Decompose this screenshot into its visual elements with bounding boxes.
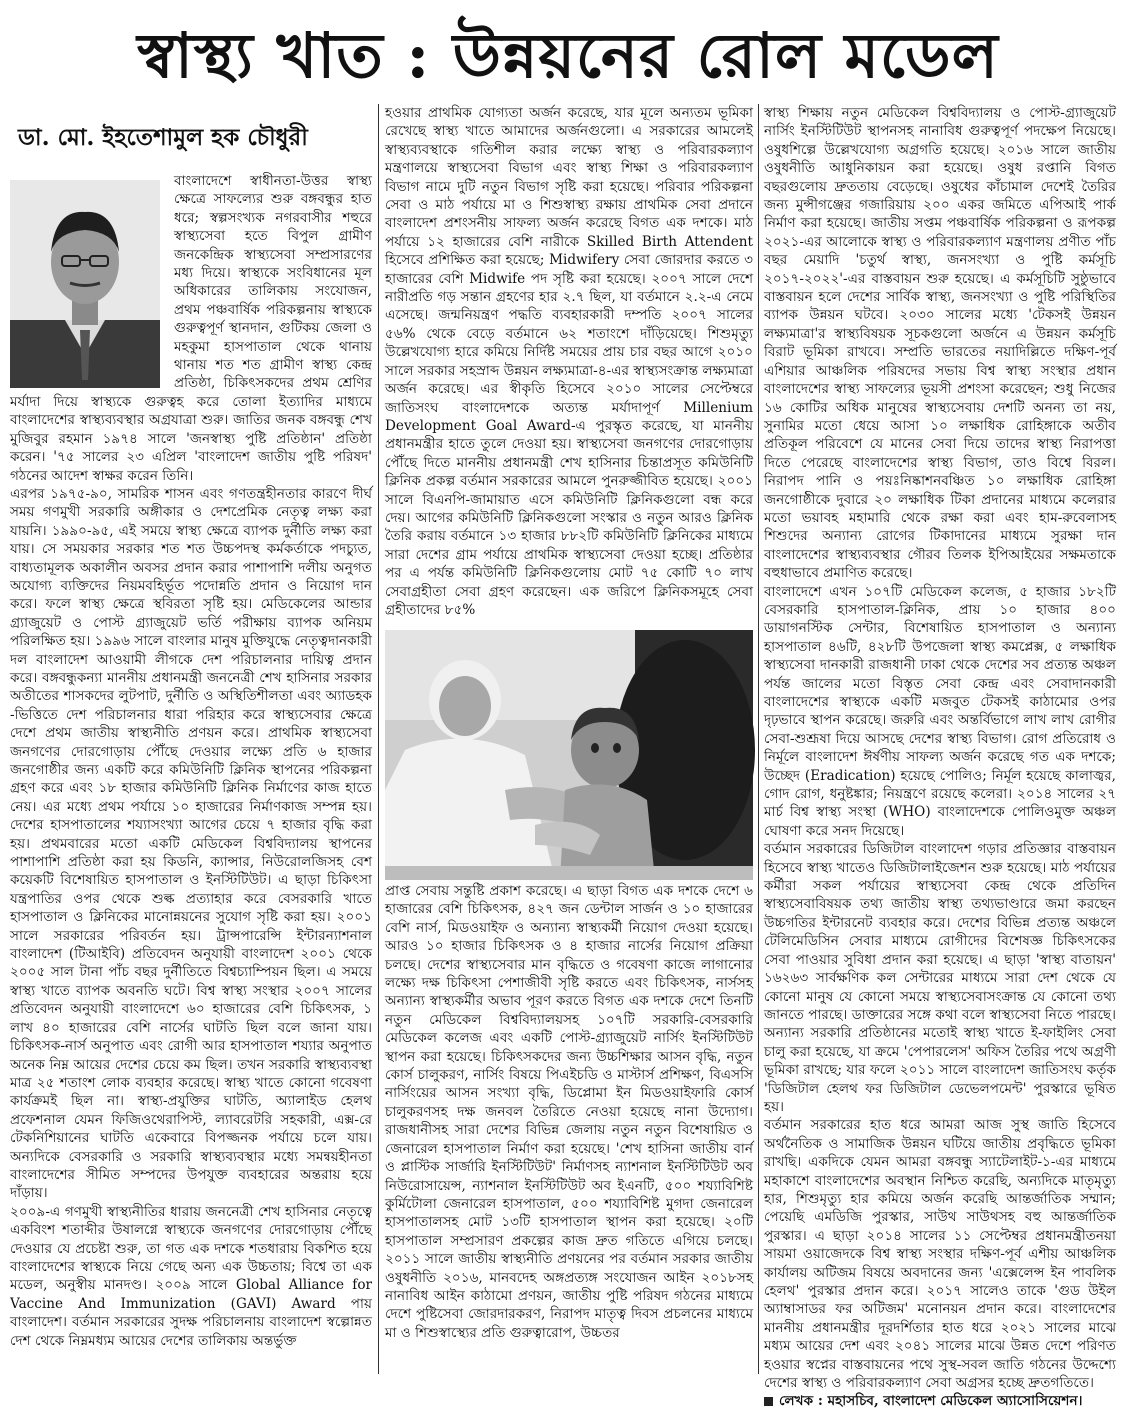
article-paragraph: স্বাস্থ্য শিক্ষায় নতুন মেডিকেল বিশ্ববিদ্যালয় ও পোস্ট-গ্র্যাজুয়েট নার্সিং ইনস্টিটিউট স্থাপনসহ নানাবিধ গুরুত্বপূর্ণ পদক্ষেপ নিয়েছে। ওষুধশিল্পে উল্লেখযোগ্য অগ্রগতি হয়েছে। ২০১৬ সালে জাতীয় ওষুধনীতি আধুনিকায়ন করা হয়েছে। ওষুধ রপ্তানি বিগত বছরগুলোয় দ্রুততায় বেড়েছে। ওষুধের কাঁচামাল দেশেই তৈরির জন্য মুন্সীগঞ্জের গজারিয়ায় ২০০ একর জমিতে এপিআই পার্ক নির্মাণ করা হয়েছে। জাতীয় সপ্তম পঞ্চবার্ষিক পরিকল্পনা ও রূপকল্প ২০২১-এর আলোকে স্বাস্থ্য ও পরিবারকল্যাণ মন্ত্রণালয় প্রণীত পাঁচ বছর মেয়াদি 'চতুর্থ স্বাস্থ্য, জনসংখ্যা ও পুষ্টি কর্মসূচি ২০১৭-২০২২'-এর বাস্তবায়ন শুরু হয়েছে। এ কর্মসূচিটি সুষ্ঠুভাবে বাস্তবায়ন হলে দেশের সার্বিক স্বাস্থ্য, জনসংখ্যা ও পুষ্টি পরিস্থিতির ব্যাপক উন্নয়ন ঘটবে। ২০৩০ সালের মধ্যে 'টেকসই উন্নয়ন লক্ষ্যমাত্রা'র স্বাস্থ্যবিষয়ক সূচকগুলো অর্জনে এ উন্নয়ন কর্মসূচি বিরাট ভূমিকা রাখবে। সম্প্রতি ভারতের নয়াদিল্লিতে দক্ষিণ-পূর্ব এশিয়ার আঞ্চলিক পরিষদের সভায় বিশ্ব স্বাস্থ্য সংস্থার প্রধান বাংলাদেশের স্বাস্থ্য সাফল্যের ভূয়সী প্রশংসা করেছেন; শুধু নিজের ১৬ কোটির অধিক মানুষের স্বাস্থ্যসেবায় দেশটি অনন্য তা নয়, সুনামির মতো ধেয়ে আসা ১০ লক্ষাধিক রোহিঙ্গাকে অতীব প্রতিকূল পরিবেশে যে মানের সেবা দিয়ে তাদের স্বাস্থ্য নিরাপত্তা দিতে পেরেছে বাংলাদেশের স্বাস্থ্য বিভাগ, তাও বিশ্বে বিরল। নিরাপদ পানি ও পয়ঃনিষ্কাশনবঞ্চিত ১০ লক্ষাধিক রোহিঙ্গা জনগোষ্ঠীকে দুবারে ২০ লক্ষাধিক টিকা প্রদানের মাধ্যমে কলেরার মতো ভয়াবহ মহামারি থেকে রক্ষা করা এবং হাম-রুবেলাসহ শিশুদের অন্যান্য রোগের টিকাদানের মাধ্যমে সুরক্ষা দান বাংলাদেশের স্বাস্থ্যব্যবস্থার গৌরব তিলক ইপিআইয়ের সক্ষমতাকে বহুধাভাবে প্রমাণিত করেছে। [764,105,1116,582]
end-mark-icon [764,1397,773,1406]
article-paragraph: বর্তমান সরকারের ডিজিটাল বাংলাদেশ গড়ার প্রতিজ্ঞার বাস্তবায়ন হিসেবে স্বাস্থ্য খাতেও ডিজিটালাইজেশন শুরু হয়েছে। মাঠ পর্যায়ের কর্মীরা সকল পর্যায়ের স্বাস্থ্যসেবা কেন্দ্র থেকে প্রতিদিন স্বাস্থ্যসেবাবিষয়ক তথ্য জাতীয় স্বাস্থ্য তথ্যভাণ্ডারে জমা করছেন উচ্চগতির ইন্টারনেট ব্যবহার করে। দেশের বিভিন্ন প্রত্যন্ত অঞ্চলে টেলিমেডিসিন সেবার মাধ্যমে রোগীদের বিশেষজ্ঞ চিকিৎসকের সেবা পাওয়ার সুবিধা প্রদান করা হয়েছে। এ ছাড়া 'স্বাস্থ্য বাতায়ন' ১৬২৬৩ সার্বক্ষণিক কল সেন্টারের মাধ্যমে সারা দেশ থেকে যে কোনো মানুষ যে কোনো সময়ে স্বাস্থ্যসেবাসংক্রান্ত যে কোনো তথ্য জানতে পারছে। ডাক্তারের সঙ্গে কথা বলে স্বাস্থ্যসেবা নিতে পারছে। অন্যান্য সরকারি প্রতিষ্ঠানের মতোই স্বাস্থ্য খাতে ই-ফাইলিং সেবা চালু করা হয়েছে, যা ক্রমে 'পেপারলেস' অফিস তৈরির পথে অগ্রণী ভূমিকা রাখছে; যার ফলে ২০১১ সালে বাংলাদেশ জাতিসংঘ কর্তৃক 'ডিজিটাল হেলথ ফর ডিজিটাল ডেভেলপমেন্ট' পুরস্কারে ভূষিত হয়। [764,841,1117,1115]
column-2-lower [385,882,753,1374]
author-note-text: লেখক : মহাসচিব, বাংলাদেশ মেডিকেল অ্যাসোসিয়েশন। [779,1393,1083,1410]
author-photo [10,180,160,388]
column-2-upper [385,104,753,628]
article-paragraph: বাংলাদেশে স্বাধীনতা-উত্তর স্বাস্থ্য ক্ষেত্রে সাফল্যের শুরু বঙ্গবন্ধুর হাত ধরে; স্বল্পসংখ্যক নগরবাসীর শহুরে স্বাস্থ্যসেবা হতে বিপুল গ্রামীণ জনকেন্দ্রিক স্বাস্থ্যসেবা সম্প্রসারণের মধ্য দিয়ে। স্বাস্থ্যকে সংবিধানের মূল অধিকারের তালিকায় সংযোজন, প্রথম পঞ্চবার্ষিক পরিকল্পনায় স্বাস্থ্যকে গুরুত্বপূর্ণ স্থানদান, গুটিকয় জেলা ও মহকুমা হাসপাতাল থেকে থানায় থানায় শত শত গ্রামীণ স্বাস্থ্য কেন্দ্র প্রতিষ্ঠা, চিকিৎসকদের প্রথম শ্রেণির মর্যাদা দিয়ে স্বাস্থ্যকে গুরুত্বহ করে তোলা ইত্যাদির মাধ্যমে বাংলাদেশের স্বাস্থ্যব্যবস্থার অগ্রযাত্রা শুরু। জাতির জনক বঙ্গবন্ধু শেখ মুজিবুর রহমান ১৯৭৪ সালে 'জনস্বাস্থ্য পুষ্টি প্রতিষ্ঠান' প্রতিষ্ঠা করেন। '৭৫ সালের ২৩ এপ্রিল 'বাংলাদেশ জাতীয় পুষ্টি পরিষদ' গঠনের আদেশ স্বাক্ষর করেন তিনি। [10,173,372,484]
article-column-3 [764,104,1117,1410]
headline: স্বাস্থ্য খাত : উন্নয়নের রোল মডেল [137,19,999,92]
column-divider [758,104,759,1374]
article-paragraph: বাংলাদেশে এখন ১০৭টি মেডিকেল কলেজ, ৫ হাজার ১৮২টি বেসরকারি হাসপাতাল-ক্লিনিক, প্রায় ১০ হাজার ৪০০ ডায়াগনস্টিক সেন্টার, বিশেষায়িত হাসপাতাল ও অন্যান্য হাসপাতাল ৪৬টি, ৪২৮টি উপজেলা স্বাস্থ্য কমপ্লেক্স, ৫ লক্ষাধিক স্বাস্থ্যসেবা দানকারী রাজধানী ঢাকা থেকে দেশের সব প্রত্যন্ত অঞ্চল পর্যন্ত জালের মতো বিস্তৃত সেবা কেন্দ্র এবং সেবাদানকারী বাংলাদেশের স্বাস্থ্যকে একটি মজবুত টেকসই কাঠামোর ওপর দৃঢ়ভাবে স্থাপন করেছে। জরুরি এবং অন্তর্বিভাগে লাখ লাখ রোগীর সেবা-শুশ্রূষা দিয়ে আসছে দেশের স্বাস্থ্য বিভাগ। রোগ প্রতিরোধ ও নির্মূলে বাংলাদেশ ঈর্ষণীয় সাফল্য অর্জন করেছে গত এক দশকে; উচ্ছেদ (Eradication) হয়েছে পোলিও; নির্মূল হয়েছে কালাজ্বর, গোদ রোগ, ধনুষ্টঙ্কার; নিয়ন্ত্রণে রয়েছে কলেরা। ২০১৪ সালের ২৭ মার্চ বিশ্ব স্বাস্থ্য সংস্থা (WHO) বাংলাদেশকে পোলিওমুক্ত অঞ্চল ঘোষণা করে সনদ দিয়েছে। [764,583,1116,839]
author-note [764,1392,1116,1410]
column-divider [378,104,379,1374]
article-column-1 [10,168,372,1363]
article-paragraph: এরপর ১৯৭৫-৯০, সামরিক শাসন এবং গণতন্ত্রহীনতার কারণে দীর্ঘ সময় গণমুখী সরকারি অঙ্গীকার ও দেশপ্রেমিক নেতৃত্ব লক্ষ্য করা যায়নি। ১৯৯০-৯৫, এই সময়ে স্বাস্থ্য ক্ষেত্রে ব্যাপক দুর্নীতি লক্ষ্য করা যায়। সে সময়কার সরকার শত শত উচ্চপদস্থ কর্মকর্তাকে পদচ্যুত, বাধ্যতামূলক অকালীন অবসর প্রদান করার পাশাপাশি দলীয় অনুগত অযোগ্য ব্যক্তিদের নিয়মবহির্ভূত পদোন্নতি প্রদান ও নিয়োগ দান করে। ফলে স্বাস্থ্য ক্ষেত্রে স্থবিরতা সৃষ্টি হয়। মেডিকেলের আন্ডার গ্র্যাজুয়েট ও পোস্ট গ্র্যাজুয়েট ভর্তি পরীক্ষায় ব্যাপক অনিয়ম পরিলক্ষিত হয়। ১৯৯৬ সালে বাংলার মানুষ মুক্তিযুদ্ধে নেতৃত্বদানকারী দল বাংলাদেশ আওয়ামী লীগকে দেশ পরিচালনার দায়িত্ব প্রদান করে। বঙ্গবন্ধুকন্যা মাননীয় প্রধানমন্ত্রী জননেত্রী শেখ হাসিনার সরকার অতীতের শাসকদের লুটপাট, দুর্নীতি ও অস্থিতিশীলতা এবং অ্যাডহক -ভিত্তিতে দেশ পরিচালনার ধারা পরিহার করে স্বাস্থ্যসেবার ক্ষেত্রে দেশে প্রথম জাতীয় স্বাস্থ্যনীতি প্রণয়ন করে। প্রাথমিক স্বাস্থ্যসেবা জনগণের দোরগোড়ায় পৌঁছে দেওয়ার লক্ষ্যে প্রতি ৬ হাজার জনগোষ্ঠীর জন্য একটি করে কমিউনিটি ক্লিনিক স্থাপনের পরিকল্পনা গ্রহণ করে এবং ১৮ হাজার কমিউনিটি ক্লিনিক নির্মাণের কাজ হাতে নেয়। এর মধ্যে প্রথম পর্যায়ে ১০ হাজারের নির্মাণকাজ সম্পন্ন হয়। দেশের হাসপাতালের শয্যাসংখ্যা আগের চেয়ে ৭ হাজার বৃদ্ধি করা হয়। প্রথমবারের মতো একটি মেডিকেল বিশ্ববিদ্যালয় স্থাপনের পাশাপাশি প্রতিষ্ঠা করা হয় কিডনি, ক্যান্সার, নিউরোলজিসহ বেশ কয়েকটি বিশেষায়িত হাসপাতাল ও ইনস্টিটিউট। এ ছাড়া চিকিৎসা যন্ত্রপাতির ওপর থেকে শুল্ক প্রত্যাহার করে বেসরকারি খাতে হাসপাতাল ও ক্লিনিকের মানোন্নয়নের সুযোগ সৃষ্টি করা হয়। ২০০১ সালে সরকারের পরিবর্তন হয়। ট্রান্সপারেন্সি ইন্টারন্যাশনাল বাংলাদেশ (টিআইবি) প্রতিবেদন অনুযায়ী বাংলাদেশ ২০০১ থেকে ২০০৫ সাল টানা পাঁচ বছর দুর্নীতিতে বিশ্বচ্যাম্পিয়ন ছিল। এ সময়ে স্বাস্থ্য খাতে ব্যাপক অবনতি ঘটে। বিশ্ব স্বাস্থ্য সংস্থার ২০০৭ সালের প্রতিবেদন অনুযায়ী বাংলাদেশে ৬০ হাজারের বেশি চিকিৎসক, ১ লাখ ৪০ হাজারের বেশি নার্সের ঘাটতি ছিল বলে জানা যায়। চিকিৎসক-নার্স অনুপাত এবং রোগী আর হাসপাতাল শয্যার অনুপাত অনেক নিম্ন আয়ের দেশের চেয়ে কম ছিল। তখন সরকারি স্বাস্থ্যব্যবস্থা মাত্র ২৫ শতাংশ লোক ব্যবহার করেছে। স্বাস্থ্য খাতে কোনো গবেষণা কার্যক্রমই ছিল না। স্বাস্থ্য-প্রযুক্তির ঘাটতি, অ্যালাইড হেলথ প্রফেশনাল যেমন ফিজিওথেরাপিস্ট, ল্যাবরেটরি সহকারী, এক্স-রে টেকনিশিয়ানের ঘাটতি একেবারে বিপজ্জনক পর্যায়ে চলে যায়। অন্যদিকে বেসরকারি ও সরকারি স্বাস্থ্যব্যবস্থার মধ্যে সমন্বয়হীনতা বাংলাদেশের সীমিত সম্পদের উপযুক্ত ব্যবহারের অন্তরায় হয়ে দাঁড়ায়। [10,485,372,1202]
article-paragraph: হওয়ার প্রাথমিক যোগ্যতা অর্জন করেছে, যার মূলে অন্যতম ভূমিকা রেখেছে স্বাস্থ্য খাতে আমাদের অর্জনগুলো। এ সরকারের আমলেই স্বাস্থ্যব্যবস্থাকে গতিশীল করার লক্ষ্যে স্বাস্থ্য ও পরিবারকল্যাণ মন্ত্রণালয়ে স্বাস্থ্যসেবা বিভাগ এবং স্বাস্থ্য শিক্ষা ও পরিবারকল্যাণ বিভাগ নামে দুটি নতুন বিভাগ সৃষ্টি করা হয়েছে। পরিবার পরিকল্পনা সেবা ও মাঠ পর্যায়ে মা ও শিশুস্বাস্থ্য রক্ষায় প্রাথমিক সেবা প্রদানে বাংলাদেশ প্রশংসনীয় সাফল্য অর্জন করেছে বিগত এক দশকে। মাঠ পর্যায়ে ১২ হাজারের বেশি নারীকে Skilled Birth Attendent হিসেবে প্রশিক্ষিত করা হয়েছে; Midwifery সেবা জোরদার করতে ৩ হাজারের বেশি Midwife পদ সৃষ্টি করা হয়েছে। ২০০৭ সালে দেশে নারীপ্রতি গড় সন্তান গ্রহণের হার ২.৭ ছিল, যা বর্তমানে ২.২-এ নেমে এসেছে। জন্মনিয়ন্ত্রণ পদ্ধতি ব্যবহারকারী দম্পতি ২০০৭ সালের ৫৬% থেকে বেড়ে বর্তমানে ৬২ শতাংশে দাঁড়িয়েছে। শিশুমৃত্যু উল্লেখযোগ্য হারে কমিয়ে নির্দিষ্ট সময়ের প্রায় চার বছর আগে ২০১০ সালে সরকার সহস্রাব্দ উন্নয়ন লক্ষ্যমাত্রা-৪-এর স্বাস্থ্যসংক্রান্ত লক্ষ্যমাত্রা অর্জন করেছে। এর স্বীকৃতি হিসেবে ২০১০ সালের সেপ্টেম্বরে জাতিসংঘ বাংলাদেশকে অত্যন্ত মর্যাদাপূর্ণ Millenium Development Goal Award-এ পুরস্কৃত করেছে, যা মাননীয় প্রধানমন্ত্রীর হাতে তুলে দেওয়া হয়। স্বাস্থ্যসেবা জনগণের দোরগোড়ায় পৌঁছে দিতে মাননীয় প্রধানমন্ত্রী শেখ হাসিনার চিন্তাপ্রসূত কমিউনিটি ক্লিনিক প্রকল্প বর্তমান সরকারের আমলে পুনরুজ্জীবিত হয়েছে। ২০০১ সালে বিএনপি-জামায়াত এসে কমিউনিটি ক্লিনিকগুলো বন্ধ করে দেয়। আগের কমিউনিটি ক্লিনিকগুলো সংস্কার ও নতুন আরও ক্লিনিক তৈরি করায় বর্তমানে ১৩ হাজার ৮৮২টি কমিউনিটি ক্লিনিকের মাধ্যমে সারা দেশের গ্রাম পর্যায়ে প্রাথমিক স্বাস্থ্যসেবা দেওয়া হচ্ছে। প্রতিষ্ঠার পর এ পর্যন্ত কমিউনিটি ক্লিনিকগুলোয় মোট ৭৫ কোটি ৭০ লাখ সেবাগ্রহীতা সেবা গ্রহণ করেছেন। এক জরিপে ক্লিনিকসমূহে সেবা গ্রহীতাদের ৮৫% [385,105,753,618]
byline: ডা. মো. ইহতেশামুল হক চৌধুরী [18,124,308,151]
article-paragraph: ২০০৯-এ গণমুখী স্বাস্থ্যনীতির ধারায় জননেত্রী শেখ হাসিনার নেতৃত্বে একবিংশ শতাব্দীর উষালগ্নে স্বাস্থ্যকে জনগণের দোরগোড়ায় পৌঁছে দেওয়ার যে প্রচেষ্টা শুরু, তা গত এক দশকে শতধারায় বিকশিত হয়ে বাংলাদেশের স্বাস্থ্যকে নিয়ে গেছে অন্য এক উচ্চতায়; বিশ্বে তা এক মডেল, অনুস্বীয় মানদণ্ড। ২০০৯ সালে Global Alliance for Vaccine And Immunization (GAVI) Award পায় বাংলাদেশ। বর্তমান সরকারের সুদক্ষ পরিচালনায় বাংলাদেশ স্বল্পোন্নত দেশ থেকে নিম্নমধ্যম আয়ের দেশের তালিকায় অন্তর্ভুক্ত [10,1203,372,1349]
article-paragraph: বর্তমান সরকারের হাত ধরে আমরা আজ সুস্থ জাতি হিসেবে অর্থনৈতিক ও সামাজিক উন্নয়ন ঘটিয়ে জাতীয় প্রবৃদ্ধিতে ভূমিকা রাখছি। একদিকে যেমন আমরা বঙ্গবন্ধু স্যাটেলাইট-১-এর মাধ্যমে মহাকাশে বাংলাদেশের অবস্থান নিশ্চিত করেছি, অন্যদিকে মাতৃমৃত্যু হার, শিশুমৃত্যু হার কমিয়ে অর্জন করেছি আন্তর্জাতিক সম্মান; পেয়েছি এমডিজি পুরস্কার, সাউথ সাউথসহ বহু আন্তর্জাতিক পুরস্কার। এ ছাড়া ২০১৪ সালের ১১ সেপ্টেম্বর প্রধানমন্ত্রীতনয়া সায়মা ওয়াজেদকে বিশ্ব স্বাস্থ্য সংস্থার দক্ষিণ-পূর্ব এশীয় আঞ্চলিক কার্যালয় অটিজম বিষয়ে অবদানের জন্য 'এক্সেলেন্স ইন পাবলিক হেলথ' পুরস্কার প্রদান করে। ২০১৭ সালেও তাকে 'গুড উইল অ্যাম্বাসাডর ফর অটিজম' মনোনয়ন প্রদান করে। বাংলাদেশের মাননীয় প্রধানমন্ত্রীর দূরদর্শিতার হাত ধরে ২০২১ সালের মাঝে মধ্যম আয়ের দেশ এবং ২০৪১ সালের মাঝে উন্নত দেশে পরিণত হওয়ার স্বপ্নের বাস্তবায়নের পথে সুস্থ-সবল জাতি গঠনের উদ্দেশ্যে দেশের স্বাস্থ্য ও পরিবারকল্যাণ সেবা অগ্রসর হচ্ছে দ্রুতগতিতে। [764,1117,1116,1392]
vaccination-photo [385,630,753,880]
article-paragraph: প্রাপ্ত সেবায় সন্তুষ্টি প্রকাশ করেছে। এ ছাড়া বিগত এক দশকে দেশে ৬ হাজারের বেশি চিকিৎসক, ৪২৭ জন ডেন্টাল সার্জন ও ১০ হাজারের বেশি নার্স, মিডওয়াইফ ও অন্যান্য স্বাস্থ্যকর্মী নিয়োগ দেওয়া হয়েছে। আরও ১০ হাজার চিকিৎসক ও ৪ হাজার নার্সের নিয়োগ প্রক্রিয়া চলছে। দেশের স্বাস্থ্যসেবার মান বৃদ্ধিতে ও গবেষণা কাজে লাগানোর লক্ষ্যে দক্ষ চিকিৎসা পেশাজীবী সৃষ্টি করতে এবং চিকিৎসক, নার্সসহ অন্যান্য স্বাস্থ্যকর্মীর অভাব পূরণ করতে বিগত এক দশকে দেশে তিনটি নতুন মেডিকেল বিশ্ববিদ্যালয়সহ ১০৭টি সরকারি-বেসরকারি মেডিকেল কলেজ এবং একটি পোস্ট-গ্র্যাজুয়েট নার্সিং ইনস্টিটিউট স্থাপন করা হয়েছে। চিকিৎসকদের জন্য উচ্চশিক্ষার আসন বৃদ্ধি, নতুন কোর্স চালুকরণ, নার্সিং বিষয়ে পিএইচডি ও মাস্টার্স প্রশিক্ষণ, বিএসসি নার্সিংয়ের আসন সংখ্যা বৃদ্ধি, ডিপ্লোমা ইন মিডওয়াইফারি কোর্স চালুকরণসহ দক্ষ জনবল তৈরিতে নেওয়া হয়েছে নানা উদ্যোগ। রাজধানীসহ সারা দেশের বিভিন্ন জেলায় নতুন নতুন বিশেষায়িত ও জেনারেল হাসপাতাল নির্মাণ করা হয়েছে। 'শেখ হাসিনা জাতীয় বার্ন ও প্লাস্টিক সার্জারি ইনস্টিটিউট' নির্মাণসহ ন্যাশনাল ইনস্টিটিউট অব নিউরোসায়েন্স, ন্যাশনাল ইনস্টিটিউট অব ইএনটি, ৫০০ শয্যাবিশিষ্ট কুর্মিটোলা জেনারেল হাসপাতাল, ৫০০ শয্যাবিশিষ্ট মুগদা জেনারেল হাসপাতালসহ মোট ১৩টি হাসপাতাল স্থাপন করা হয়েছে। ২০টি হাসপাতাল সম্প্রসারণ প্রকল্পের কাজ দ্রুত গতিতে এগিয়ে চলছে। ২০১১ সালে জাতীয় স্বাস্থ্যনীতি প্রণয়নের পর বর্তমান সরকার জাতীয় ওষুধনীতি ২০১৬, মানবদেহ অঙ্গপ্রত্যঙ্গ সংযোজন আইন ২০১৮সহ নানাবিধ আইন কাঠামো প্রণয়ন, জাতীয় পুষ্টি পরিষদ গঠনের মাধ্যমে দেশে পুষ্টিসেবা জোরদারকরণ, নিরাপদ মাতৃত্ব দিবস প্রচলনের মাধ্যমে মা ও শিশুস্বাস্থ্যের প্রতি গুরুত্বারোপ, উচ্চতর [385,883,753,1341]
